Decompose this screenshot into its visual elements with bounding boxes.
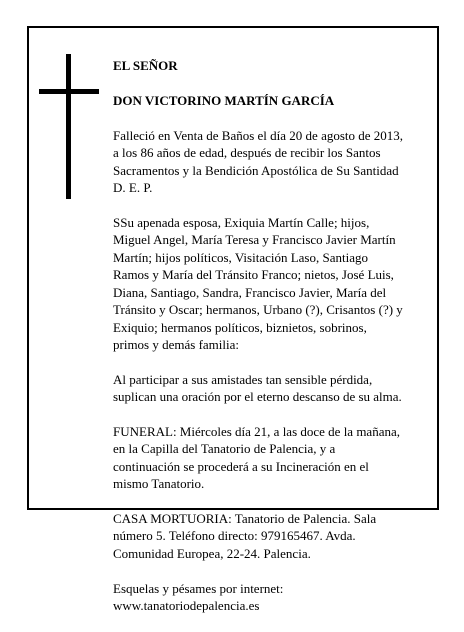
notice-heading-line1: EL SEÑOR: [113, 58, 178, 74]
cross-vertical-bar: [66, 54, 71, 199]
internet-condolences: Esquelas y pésames por internet: www.tanatoriodepalencia.es: [113, 580, 284, 613]
mortuary-details: CASA MORTUORIA: Tanatorio de Palencia. Sala número 5. Teléfono directo: 979165467. Avda. Comunidad Europea, 22-24. Palencia.: [113, 510, 377, 561]
deceased-name: DON VICTORINO MARTÍN GARCÍA: [113, 93, 335, 109]
obituary-notice: [27, 26, 439, 613]
prayer-request: Al participar a sus amistades tan sensible pérdida, suplican una oración por el eterno descanso de su alma.: [113, 371, 402, 405]
cross-horizontal-bar: [39, 89, 99, 94]
family-list: SSu apenada esposa, Exiquia Martín Calle; hijos, Miguel Angel, María Teresa y Francisco Javier Martín Martín; hijos políticos, Visitación Laso, Santiago Ramos y María del Tránsito Franco; nietos, José Luis, Diana, Santiago, Sandra, Francisco Javier, María del Tránsito y Oscar; hermanos, Urbano (?), Crisantos (?) y Exiquio; hermanos políticos, biznietos, sobrinos, primos y demás familia:: [113, 215, 403, 352]
cross-icon: [39, 54, 99, 199]
death-announcement: Falleció en Venta de Baños el día 20 de agosto de 2013, a los 86 años de edad, después de recibir los Santos Sacramentos y la Bendición Apostólica de Su Santidad D. E. P.: [113, 128, 404, 196]
notice-text: [113, 40, 439, 632]
funeral-details: FUNERAL: Miércoles día 21, a las doce de la mañana, en la Capilla del Tanatorio de Palencia, y a continuación se procederá a su Incineración en el mismo Tanatorio.: [113, 423, 400, 492]
